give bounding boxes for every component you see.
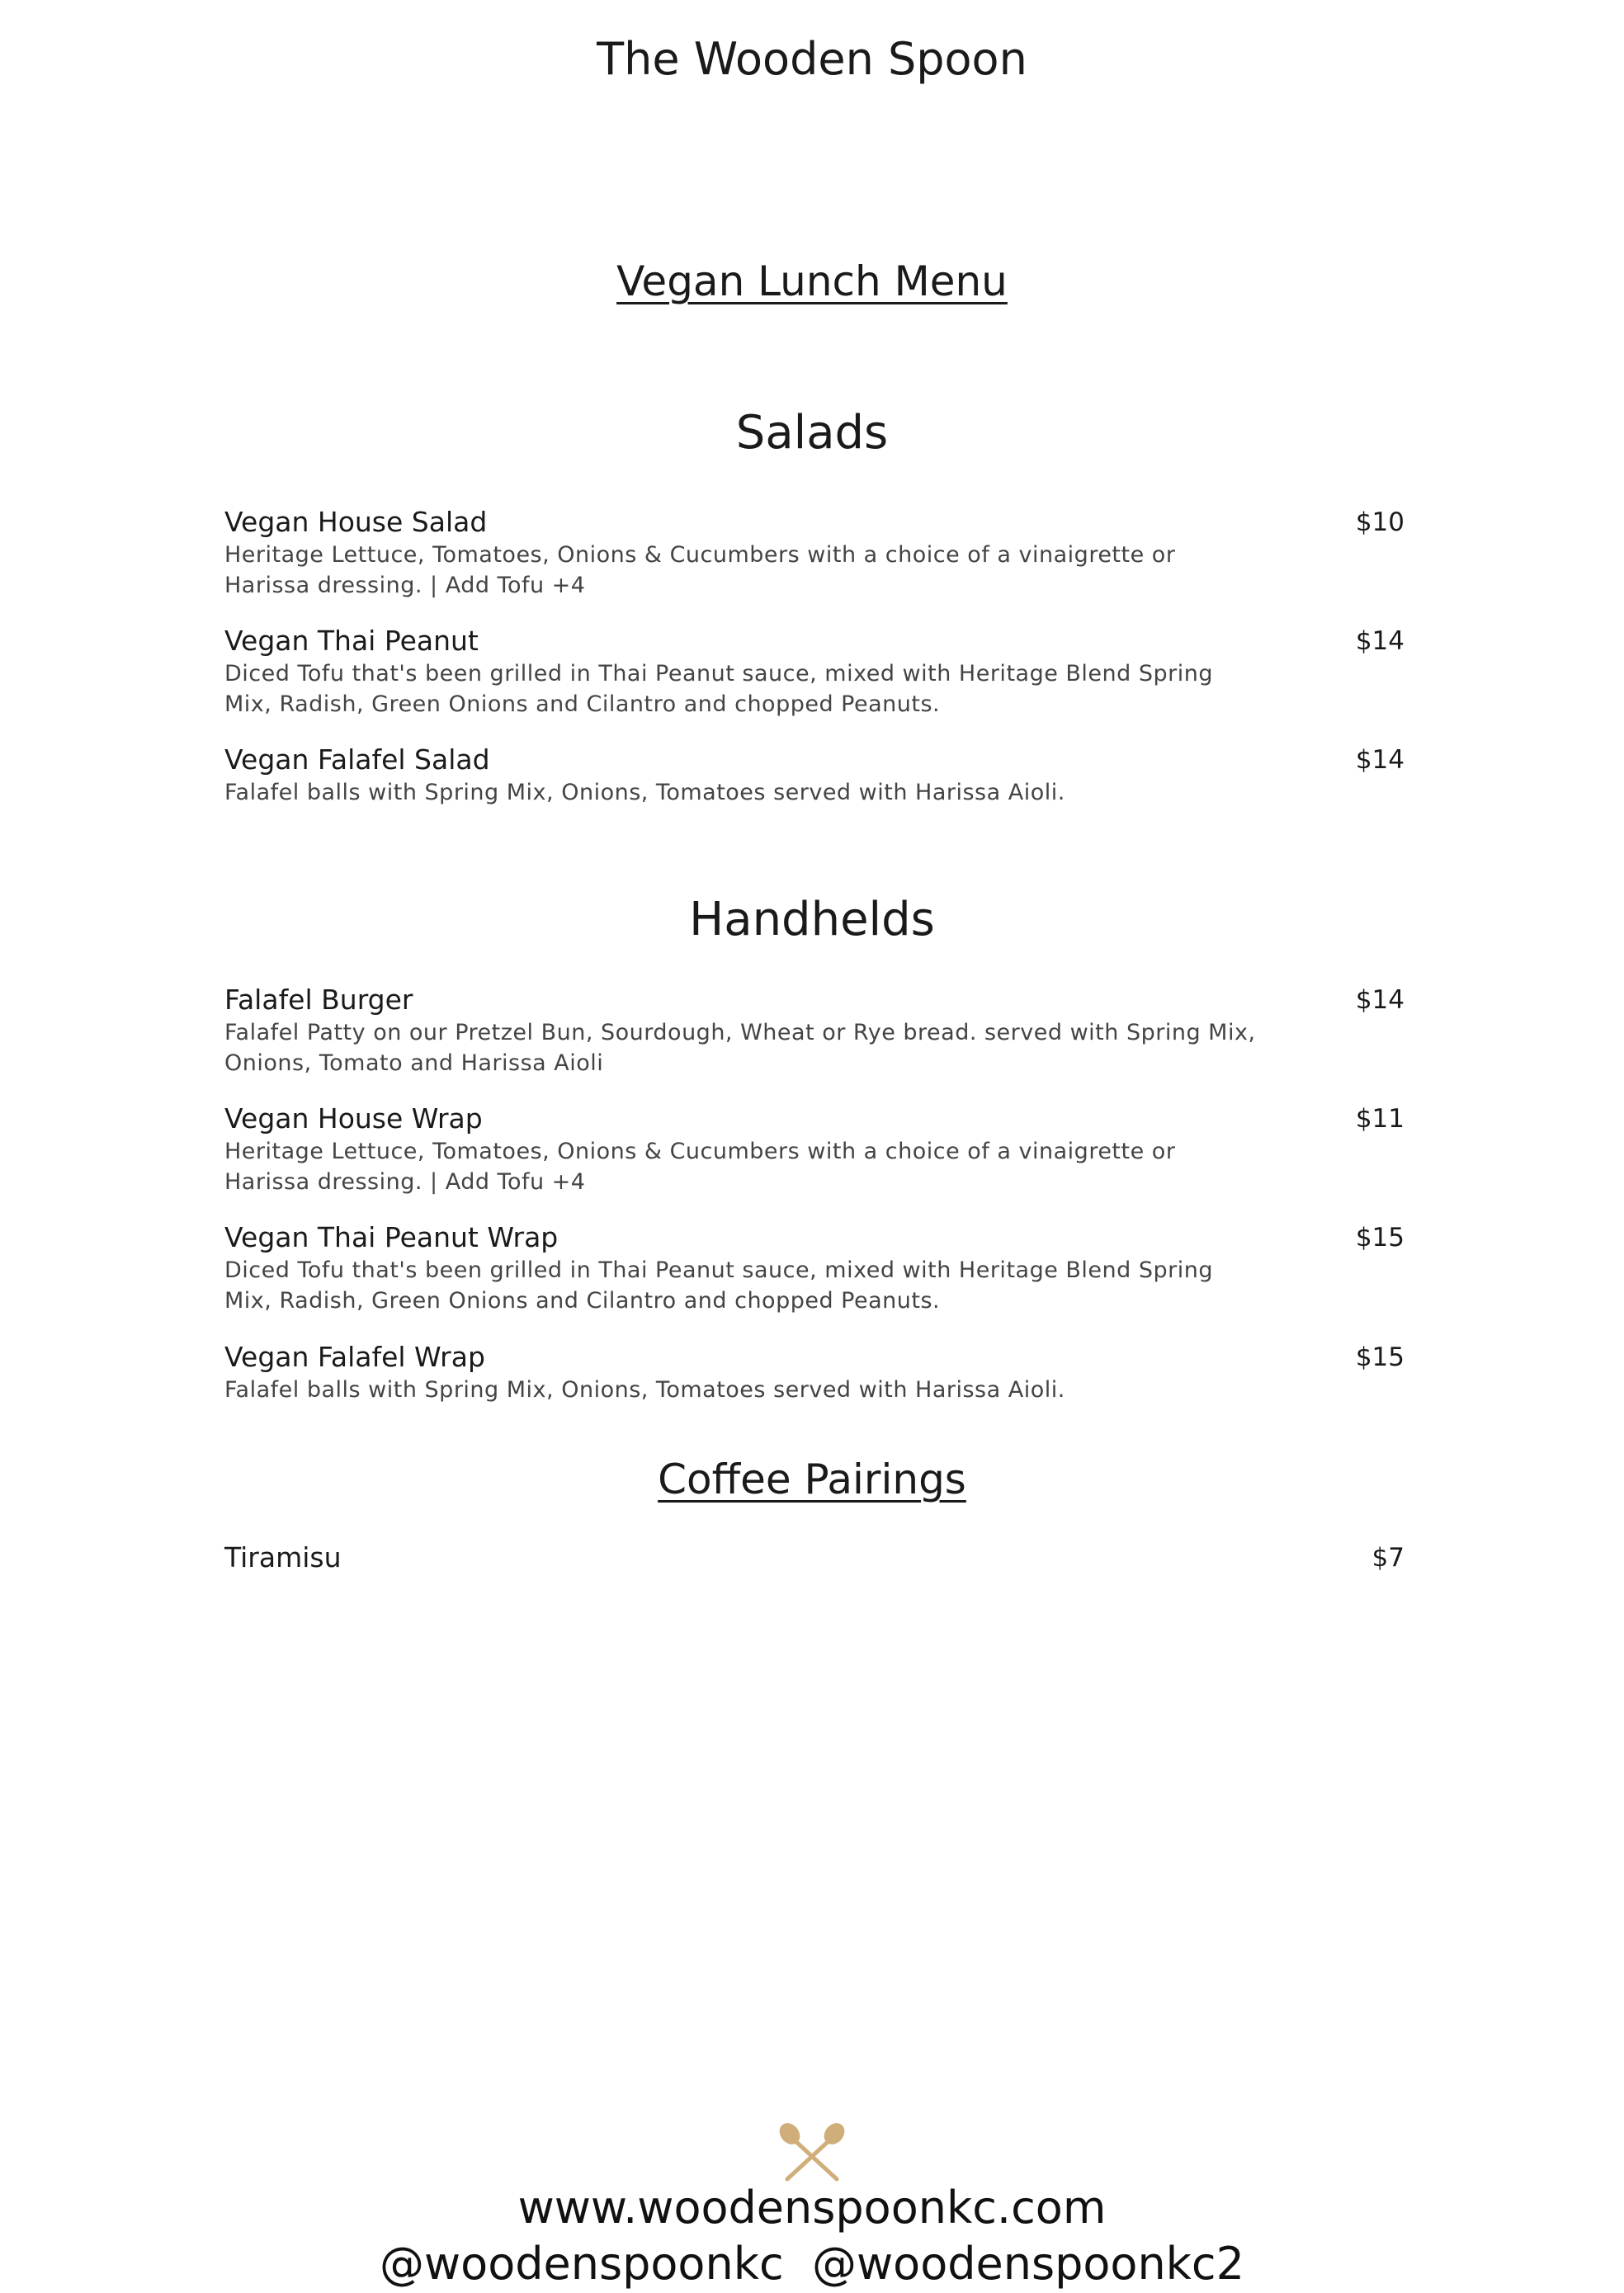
menu-item: [224, 1340, 1404, 1405]
item-name: Vegan House Salad: [224, 506, 488, 538]
item-name: Vegan Thai Peanut: [224, 625, 479, 657]
menu-item: [224, 983, 1404, 1078]
menu-item: [224, 1220, 1404, 1316]
item-description: Heritage Lettuce, Tomatoes, Onions & Cucumbers with a choice of a vinaigrette or Harissa dressing. | Add Tofu +4: [224, 1139, 1176, 1195]
coffee-pairings-title: Coffee Pairings: [658, 1456, 966, 1503]
item-name: Vegan Falafel Salad: [224, 743, 490, 776]
menu-item: [224, 1102, 1404, 1197]
section-title-salads: Salads: [735, 406, 889, 460]
restaurant-name: The Wooden Spoon: [597, 33, 1027, 85]
item-name: Vegan Falafel Wrap: [224, 1341, 485, 1373]
menu-item: [224, 743, 1404, 808]
item-name: Vegan Thai Peanut Wrap: [224, 1221, 559, 1253]
item-price: $14: [1355, 745, 1404, 775]
item-description: Falafel balls with Spring Mix, Onions, Tomatoes served with Harissa Aioli.: [224, 1377, 1065, 1403]
item-description: Diced Tofu that's been grilled in Thai Peanut sauce, mixed with Heritage Blend Spring Mix, Radish, Green Onions and Cilantro and chopped Peanuts.: [224, 1257, 1214, 1314]
item-name: Falafel Burger: [224, 984, 413, 1016]
social-handles: @woodenspoonkc @woodenspoonkc2: [380, 2238, 1244, 2290]
item-description: Heritage Lettuce, Tomatoes, Onions & Cucumbers with a choice of a vinaigrette or Harissa dressing. | Add Tofu +4: [224, 542, 1176, 598]
item-price: $14: [1355, 985, 1404, 1015]
item-name: Vegan House Wrap: [224, 1102, 483, 1135]
menu-title: Vegan Lunch Menu: [616, 257, 1008, 305]
menu-item: [224, 505, 1404, 601]
item-price: $7: [1371, 1543, 1404, 1573]
item-price: $11: [1355, 1104, 1404, 1134]
item-price: $15: [1355, 1342, 1404, 1372]
menu-item: [224, 624, 1404, 720]
item-description: Falafel balls with Spring Mix, Onions, Tomatoes served with Harissa Aioli.: [224, 780, 1065, 805]
item-price: $15: [1355, 1223, 1404, 1253]
item-price: $10: [1355, 507, 1404, 537]
crossed-spoons-icon: [779, 2123, 845, 2182]
item-price: $14: [1355, 626, 1404, 656]
item-description: Falafel Patty on our Pretzel Bun, Sourdough, Wheat or Rye bread. served with Spring Mix, Onions, Tomato and Harissa Aioli: [224, 1020, 1256, 1076]
item-name: Tiramisu: [224, 1541, 342, 1573]
section-title-handhelds: Handhelds: [689, 893, 935, 946]
menu-item: [224, 1540, 1404, 1575]
item-description: Diced Tofu that's been grilled in Thai Peanut sauce, mixed with Heritage Blend Spring Mix, Radish, Green Onions and Cilantro and chopped Peanuts.: [224, 661, 1214, 717]
website-link[interactable]: www.woodenspoonkc.com: [517, 2182, 1107, 2234]
